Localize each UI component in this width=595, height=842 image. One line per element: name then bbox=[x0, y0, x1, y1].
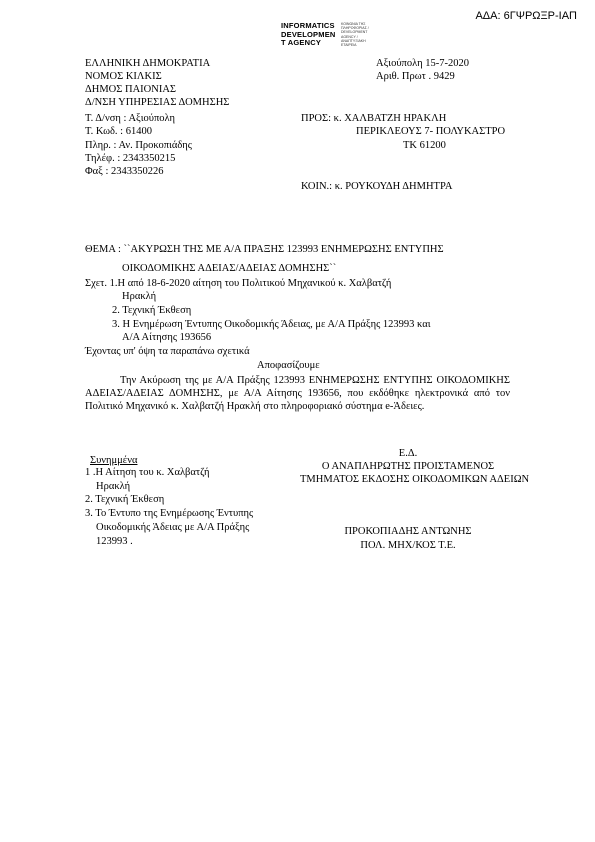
reference-item: Σχετ. 1.Η από 18-6-2020 αίτηση του Πολιτικού Μηχανικού κ. Χαλβατζή bbox=[85, 278, 392, 289]
logo-line: T AGENCY bbox=[281, 38, 322, 47]
header-country: ΕΛΛΗΝΙΚΗ ΔΗΜΟΚΡΑΤΙΑ bbox=[85, 58, 211, 69]
recipient-postcode: ΤΚ 61200 bbox=[403, 140, 446, 151]
logo-small-text: ΚΟΙΝΩΝΙΑ ΤΗΣ ΠΛΗΡΟΦΟΡΙΑΣ / DEVELOPMENT AGENCY / ΑΝΑΠΤΥΞΙΑΚΗ ΕΤΑΙΡΕΙΑ bbox=[341, 22, 369, 48]
contact-info: Πληρ. : Αν. Προκοπιάδης bbox=[85, 140, 192, 151]
attachment-item: Οικοδομικής Άδειας με Α/Α Πράξης bbox=[96, 522, 250, 533]
contact-address: Τ. Δ/νση : Αξιούπολη bbox=[85, 113, 176, 124]
contact-phone: Τηλέφ. : 2343350215 bbox=[85, 153, 176, 164]
reference-item: 3. Η Ενημέρωση Έντυπης Οικοδομικής Άδειας, με Α/Α Πράξης 123993 και bbox=[112, 319, 431, 330]
reference-item: Ηρακλή bbox=[122, 291, 157, 302]
decision-heading: Αποφασίζουμε bbox=[257, 360, 320, 371]
signature-role-2: ΤΜΗΜΑΤΟΣ ΕΚΔΟΣΗΣ ΟΙΚΟΔΟΜΙΚΩΝ ΑΔΕΙΩΝ bbox=[300, 474, 530, 485]
attachment-item: 1 .Η Αίτηση του κ. Χαλβατζή bbox=[85, 467, 210, 478]
attachment-item: 3. Το Έντυπο της Ενημέρωσης Έντυπης bbox=[85, 508, 254, 519]
signature-role-1: Ο ΑΝΑΠΛΗΡΩΤΗΣ ΠΡΟΙΣΤΑΜΕΝΟΣ bbox=[321, 461, 495, 472]
recipient-street: ΠΕΡΙΚΛΕΟΥΣ 7- ΠΟΛΥΚΑΣΤΡΟ bbox=[356, 126, 506, 137]
attachment-item: Ηρακλή bbox=[96, 481, 131, 492]
reference-item: 2. Τεχνική Έκθεση bbox=[112, 305, 192, 316]
logo-line: INFORMATICS bbox=[281, 21, 335, 30]
attachments-title: Συνημμένα bbox=[90, 455, 138, 466]
contact-postcode: Τ. Κωδ. : 61400 bbox=[85, 126, 152, 137]
logo-line: DEVELOPMEN bbox=[281, 29, 336, 39]
subject-line-2: ΟΙΚΟΔΟΜΙΚΗΣ ΑΔΕΙΑΣ/ΑΔΕΙΑΣ ΔΟΜΗΣΗΣ`` bbox=[122, 263, 337, 274]
signatory-name: ΠΡΟΚΟΠΙΑΔΗΣ ΑΝΤΩΝΗΣ bbox=[344, 526, 472, 537]
header-municipality: ΔΗΜΟΣ ΠΑΙΟΝΙΑΣ bbox=[85, 84, 177, 95]
header-prefecture: ΝΟΜΟΣ ΚΙΛΚΙΣ bbox=[85, 71, 162, 82]
contact-fax: Φαξ : 2343350226 bbox=[85, 166, 164, 177]
attachment-item: 2. Τεχνική Έκθεση bbox=[85, 494, 165, 505]
reference-item: Α/Α Αίτησης 193656 bbox=[122, 332, 212, 343]
recipient-name: ΠΡΟΣ: κ. ΧΑΛΒΑΤΖΗ ΗΡΑΚΛΗ bbox=[301, 113, 447, 124]
ada-code: ΑΔΑ: 6ΓΨΡΩΞΡ-ΙΑΠ bbox=[475, 10, 577, 22]
decision-body: Την Ακύρωση της με Α/Α Πράξης 123993 ΕΝΗΜΕΡΩΣΗΣ ΕΝΤΥΠΗΣ ΟΙΚΟΔΟΜΙΚΗΣ ΑΔΕΙΑΣ/ΑΔΕΙΑΣ ΔΟΜΗΣΗΣ, με Α/Α Αίτησης 193656, που εκδόθηκε ηλεκτρονικά από τον Πολιτικό Μηχανικό κ. Χαλβατζή Ηρακλή στο πληροφοριακό σύστημα e-Άδειες. bbox=[85, 375, 510, 412]
recipient-cc: ΚΟΙΝ.: κ. ΡΟΥΚΟΥΔΗ ΔΗΜΗΤΡΑ bbox=[301, 181, 453, 192]
signatory-title: ΠΟΛ. ΜΗΧ/ΚΟΣ Τ.Ε. bbox=[360, 540, 456, 551]
protocol-number: Αριθ. Πρωτ . 9429 bbox=[376, 71, 455, 82]
document-date: Αξιούπολη 15-7-2020 bbox=[376, 58, 469, 69]
considering-text: Έχοντας υπ' όψη τα παραπάνω σχετικά bbox=[85, 346, 250, 357]
attachment-item: 123993 . bbox=[96, 536, 133, 547]
subject-line-1: ΘΕΜΑ : ``ΑΚΥΡΩΣΗ ΤΗΣ ΜΕ Α/Α ΠΡΑΞΗΣ 123993 ΕΝΗΜΕΡΩΣΗΣ ΕΝΤΥΠΗΣ bbox=[85, 244, 444, 255]
header-department: Δ/ΝΣΗ ΥΠΗΡΕΣΙΑΣ ΔΟΜΗΣΗΣ bbox=[85, 97, 230, 108]
signature-ed: Ε.Δ. bbox=[398, 448, 418, 459]
